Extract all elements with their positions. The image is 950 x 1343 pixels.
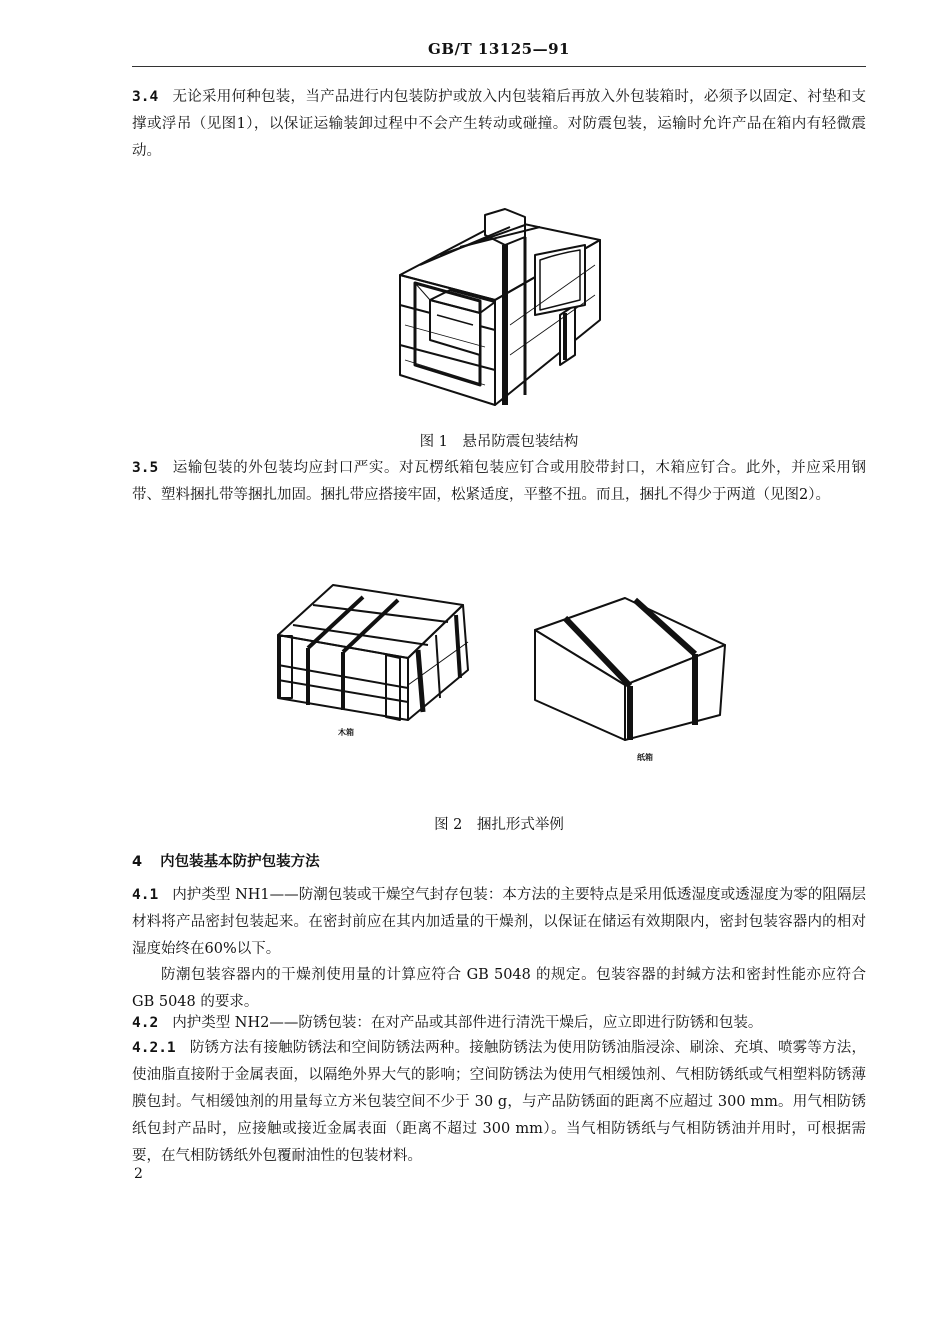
clause-text: 内护类型 NH1——防潮包装或干燥空气封存包装：本方法的主要特点是采用低透湿度或透湿度为零的阻隔层材料将产品密封包装起来。在密封前应在其内加适量的干燥剂，以保证在储运有效期限内，密封包装容器内的相对湿度始终在60%以下。 [132, 887, 866, 957]
clause-text: 无论采用何种包装，当产品进行内包装防护或放入内包装箱后再放入外包装箱时，必须予以固定、衬垫和支撑或浮吊（见图1），以保证运输装卸过程中不会产生转动或碰撞。对防震包装，运输时允许产品在箱内有轻微震动。 [132, 89, 866, 159]
clause-number: 3.5 [132, 460, 159, 476]
paragraph-3-4 [132, 84, 866, 165]
clause-text: 运输包装的外包装均应封口严实。对瓦楞纸箱包装应钉合或用胶带封口，木箱应钉合。此外，并应采用钢带、塑料捆扎带等捆扎加固。捆扎带应搭接牢固，松紧适度，平整不扭。而且，捆扎不得少于两道（见图2）。 [132, 460, 866, 503]
header-rule [132, 66, 866, 67]
paragraph-3-5 [132, 455, 866, 509]
paragraph-4-1-continued: 防潮包装容器内的干燥剂使用量的计算应符合 GB 5048 的规定。包装容器的封缄方法和密封性能亦应符合 GB 5048 的要求。 [132, 967, 866, 1010]
carton-label: 纸箱 [637, 753, 653, 762]
paragraph-4-1 [132, 882, 866, 963]
section-4-title [132, 850, 320, 871]
section-title-text: 内包装基本防护包装方法 [160, 854, 320, 870]
page-header: GB/T 13125—91 [428, 40, 570, 58]
figure-2-caption: 图 2 捆扎形式举例 [434, 817, 564, 833]
clause-number: 4.2 [132, 1015, 159, 1031]
wood-crate-label: 木箱 [338, 728, 354, 737]
figure-1-caption: 图 1 悬吊防震包装结构 [419, 434, 579, 450]
clause-number: 4.1 [132, 887, 159, 903]
figure-1-suspension-packaging [385, 205, 605, 415]
clause-text: 防锈方法有接触防锈法和空间防锈法两种。接触防锈法为使用防锈油脂浸涂、刷涂、充填、喷雾等方法，使油脂直接附于金属表面，以隔绝外界大气的影响；空间防锈法为使用气相缓蚀剂、气相防锈纸或气相塑料防锈薄膜包封。气相缓蚀剂的用量每立方米包装空间不少于 30 g，与产品防锈面的距离不应超过 300 mm。用气相防锈纸包封产品时，应接触或接近金属表面（距离不超过 300 mm）。当气相防锈纸与气相防锈油并用时，可根据需要，在气相防锈纸外包覆耐油性的包装材料。 [132, 1040, 866, 1164]
page-number: 2 [134, 1166, 143, 1182]
section-number: 4 [132, 854, 143, 870]
clause-text: 内护类型 NH2——防锈包装：在对产品或其部件进行清洗干燥后，应立即进行防锈和包装。 [172, 1015, 763, 1031]
clause-number: 3.4 [132, 89, 159, 105]
paragraph-4-2-1 [132, 1035, 866, 1170]
paragraph-4-2 [132, 1010, 866, 1037]
figure-2-carton-box [525, 590, 735, 765]
clause-number: 4.2.1 [132, 1040, 176, 1056]
figure-2-wooden-crate [268, 580, 478, 740]
